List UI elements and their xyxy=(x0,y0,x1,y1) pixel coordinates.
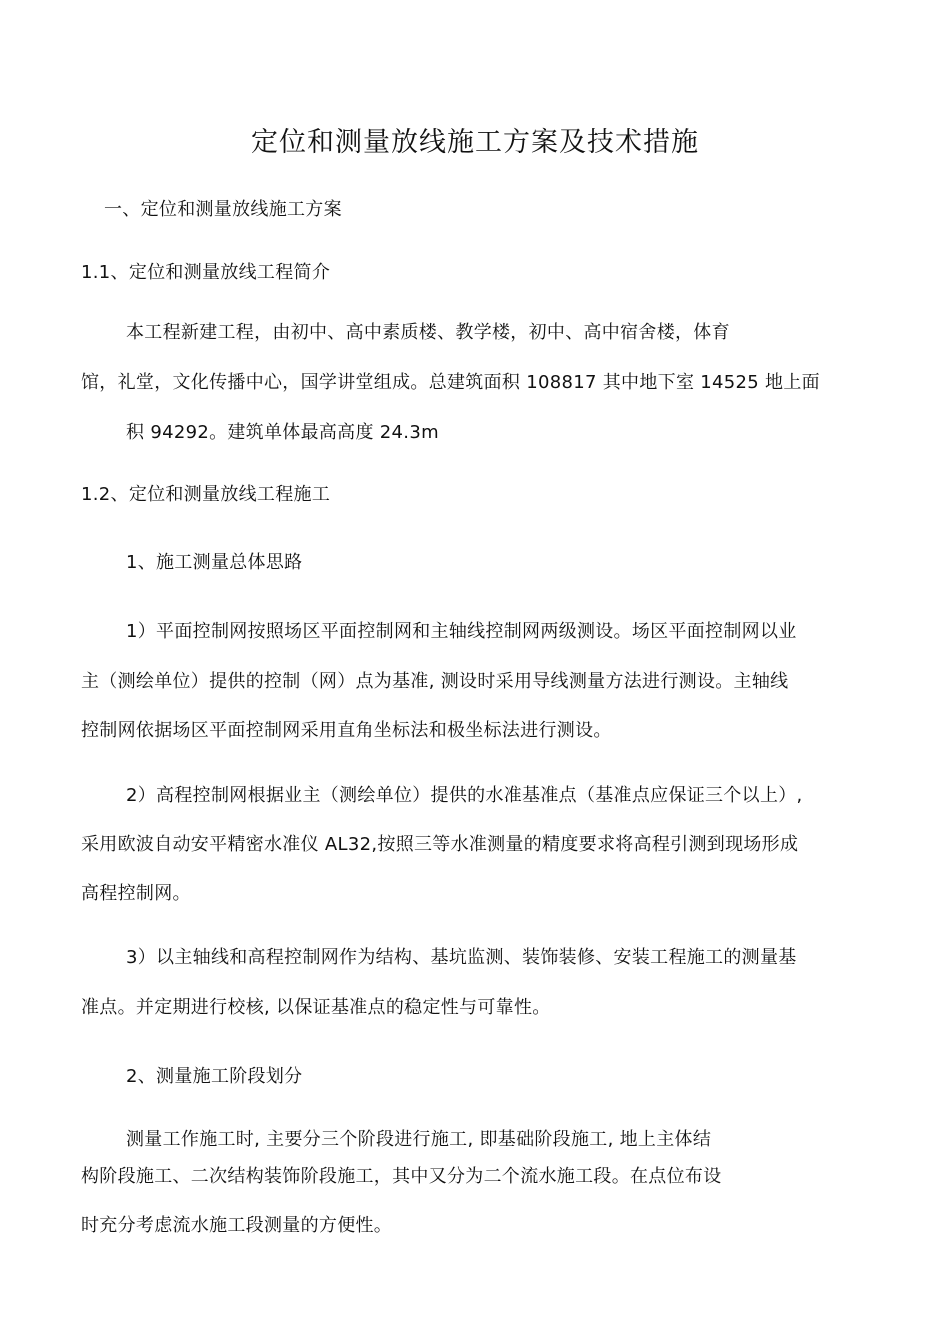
paragraph-line: 馆，礼堂，文化传播中心，国学讲堂组成。总建筑面积 108817 其中地下室 14525 地上面 xyxy=(81,372,820,393)
paragraph-line: 测量工作施工时, 主要分三个阶段进行施工, 即基础阶段施工, 地上主体结 xyxy=(126,1129,712,1150)
document-title: 定位和测量放线施工方案及技术措施 xyxy=(251,127,699,158)
section-heading-1-1: 1.1、定位和测量放线工程简介 xyxy=(81,262,331,283)
paragraph-line: 3）以主轴线和高程控制网作为结构、基坑监测、装饰装修、安装工程施工的测量基 xyxy=(126,947,797,968)
subheading-2: 2、测量施工阶段划分 xyxy=(126,1066,303,1087)
paragraph-line: 2）高程控制网根据业主（测绘单位）提供的水准基准点（基准点应保证三个以上）, xyxy=(126,785,803,806)
paragraph-line: 积 94292。建筑单体最高高度 24.3m xyxy=(126,422,439,443)
section-heading-1-2: 1.2、定位和测量放线工程施工 xyxy=(81,484,331,505)
subheading-1: 1、施工测量总体思路 xyxy=(126,552,303,573)
paragraph-line: 主（测绘单位）提供的控制（网）点为基准, 测设时采用导线测量方法进行测设。主轴线 xyxy=(81,671,789,692)
paragraph-line: 采用欧波自动安平精密水准仪 AL32,按照三等水准测量的精度要求将高程引测到现场形成 xyxy=(81,834,799,855)
paragraph-line: 构阶段施工、二次结构装饰阶段施工，其中又分为二个流水施工段。在点位布设 xyxy=(81,1166,722,1187)
paragraph-line: 本工程新建工程，由初中、高中素质楼、教学楼，初中、高中宿舍楼，体育 xyxy=(126,322,730,343)
section-heading-1: 一、定位和测量放线施工方案 xyxy=(104,199,342,220)
paragraph-line: 1）平面控制网按照场区平面控制网和主轴线控制网两级测设。场区平面控制网以业 xyxy=(126,621,797,642)
paragraph-line: 准点。并定期进行校核, 以保证基准点的稳定性与可靠性。 xyxy=(81,997,551,1018)
paragraph-line: 高程控制网。 xyxy=(81,883,191,904)
paragraph-line: 控制网依据场区平面控制网采用直角坐标法和极坐标法进行测设。 xyxy=(81,720,612,741)
paragraph-line: 时充分考虑流水施工段测量的方便性。 xyxy=(81,1215,393,1236)
